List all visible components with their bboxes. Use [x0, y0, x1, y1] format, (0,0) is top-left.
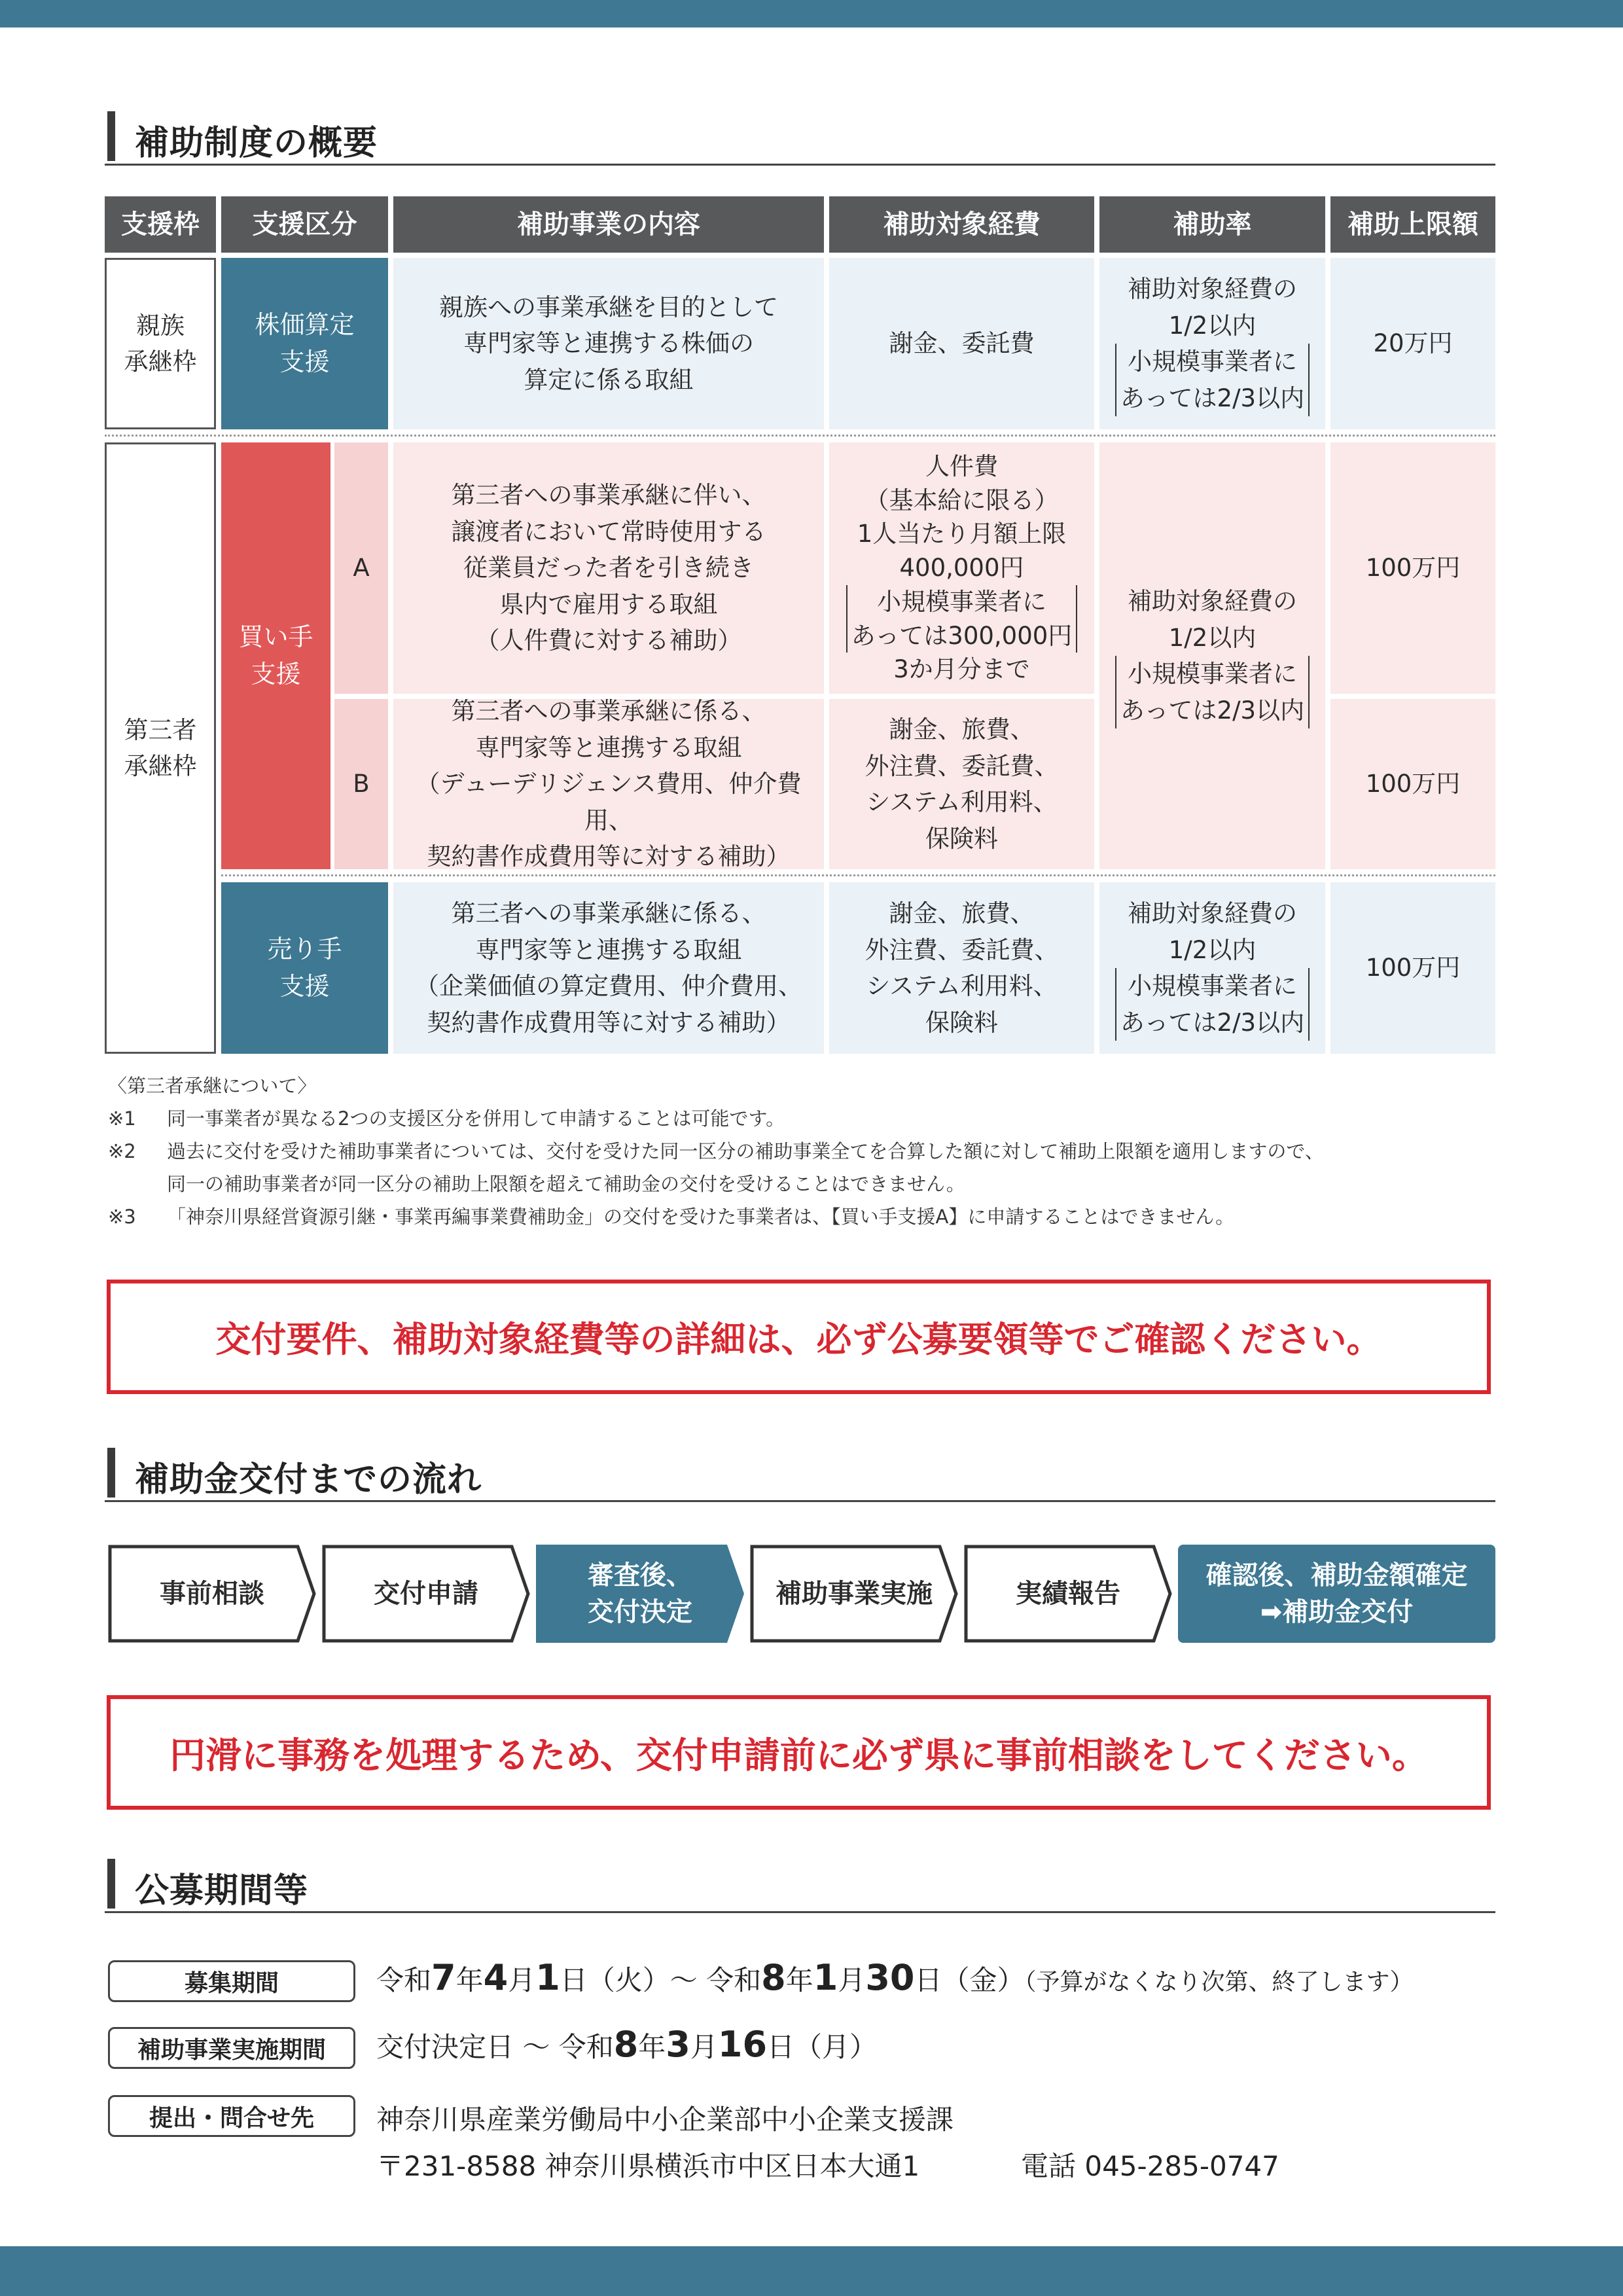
waku-line: 承継枠	[124, 348, 197, 376]
kubun-kaite	[221, 442, 330, 869]
step-label: 補助事業実施	[776, 1579, 933, 1609]
content-line: 専門家等と連携する株価の	[463, 329, 754, 358]
flow-step-decision	[536, 1545, 744, 1643]
rate-line: あっては2/3以内	[1120, 696, 1305, 725]
note-line: 同一の補助事業者が同一区分の補助上限額を超えて補助金の交付を受けることはできません。	[167, 1172, 965, 1195]
section-title: 補助金交付までの流れ	[135, 1460, 482, 1499]
rate-line: 小規模事業者に	[1128, 348, 1297, 376]
rate-line: あっては2/3以内	[1120, 384, 1305, 412]
flow-step-grant	[1178, 1545, 1495, 1643]
expense-kaite-b	[829, 699, 1094, 869]
expense-line: 小規模事業者に	[876, 587, 1046, 616]
expense-urite	[829, 882, 1094, 1054]
expense-line: 3か月分まで	[893, 655, 1030, 684]
kubun-line: 売り手	[267, 935, 342, 963]
expense-line: システム利用料、	[866, 972, 1058, 1000]
notes-head: 〈第三者承継について〉	[108, 1075, 317, 1097]
expense-line: 保険料	[925, 824, 998, 853]
note-line: 同一事業者が異なる2つの支援区分を併用して申請することは可能です。	[167, 1107, 785, 1130]
text: 令和	[376, 1964, 432, 1996]
text: 交付決定日 ～ 令和	[376, 2031, 614, 2063]
num: 8	[613, 2024, 639, 2065]
implement-period	[376, 2024, 877, 2065]
content-line: 契約書作成費用等に対する補助）	[427, 1008, 791, 1037]
kubun-urite	[221, 882, 388, 1054]
kaite-b-label: B	[334, 699, 388, 869]
rate-line: 小規模事業者に	[1128, 972, 1297, 1000]
header-kubun: 支援区分	[221, 196, 388, 253]
note-item	[108, 1136, 1495, 1201]
rate-bracket	[1115, 344, 1310, 416]
flow-step-report	[964, 1545, 1172, 1643]
kubun-kabuka	[221, 258, 388, 429]
content-kaite-a	[393, 442, 824, 694]
step-line: 交付決定	[588, 1597, 692, 1627]
flow-chart	[108, 1545, 1495, 1649]
note-mark: ※3	[108, 1205, 136, 1228]
text: 日（金）	[914, 1964, 1025, 1996]
notice-consult: 円滑に事務を処理するため、交付申請前に必ず県に事前相談をしてください。	[107, 1695, 1491, 1810]
heading-bar	[107, 1859, 115, 1909]
rate-bracket	[1115, 968, 1310, 1041]
note-mark: ※1	[108, 1107, 136, 1130]
step-label: 実績報告	[1016, 1579, 1120, 1609]
num: 16	[717, 2024, 768, 2065]
text: 月	[838, 1964, 866, 1996]
contact-dept: 神奈川県産業労働局中小企業部中小企業支援課	[376, 2104, 954, 2136]
section-title: 公募期間等	[135, 1871, 309, 1910]
row-divider	[221, 874, 1495, 876]
limit-shinzoku: 20万円	[1330, 258, 1495, 429]
waku-shinzoku	[105, 258, 216, 429]
rate-line: 1/2以内	[1168, 623, 1257, 652]
header-rate: 補助率	[1099, 196, 1325, 253]
step-line: 審査後、	[588, 1560, 692, 1590]
recruit-note: （予算がなくなり次第、終了します）	[1024, 1969, 1414, 1996]
waku-daisansha	[105, 442, 216, 1054]
heading-bar	[107, 111, 115, 161]
expense-line: （基本給に限る）	[865, 486, 1059, 514]
expense-kaite-a	[829, 442, 1094, 694]
content-shinzoku	[393, 258, 824, 429]
expense-bracket	[846, 585, 1078, 653]
step-line: ➡補助金交付	[1260, 1597, 1414, 1627]
limit-kaite-b: 100万円	[1330, 699, 1495, 869]
content-line: 第三者への事業承継に伴い、	[451, 481, 766, 510]
text: 日（月）	[767, 2031, 878, 2063]
content-line: 従業員だった者を引き続き	[463, 554, 754, 583]
step-label: 交付申請	[374, 1579, 478, 1609]
note-text	[167, 1103, 785, 1136]
content-line: 算定に係る取組	[524, 365, 694, 394]
section-title: 補助制度の概要	[135, 124, 378, 163]
expense-line: システム利用料、	[866, 788, 1058, 816]
note-text	[167, 1136, 1324, 1201]
num: 7	[431, 1957, 456, 1998]
header-waku: 支援枠	[105, 196, 216, 253]
expense-line: 1人当たり月額上限	[857, 520, 1067, 548]
flow-step-apply	[322, 1545, 530, 1643]
rate-urite	[1099, 882, 1325, 1054]
note-text	[167, 1201, 1234, 1234]
expense-line: 外注費、委託費、	[865, 751, 1059, 780]
bottom-band	[0, 2246, 1623, 2296]
content-line: 譲渡者において常時使用する	[451, 517, 766, 546]
text: 年	[455, 1964, 484, 1996]
kubun-line: 株価算定	[255, 310, 355, 339]
content-line: （人件費に対する補助）	[475, 626, 742, 655]
content-urite	[393, 882, 824, 1054]
content-line: 契約書作成費用等に対する補助）	[427, 842, 791, 871]
content-line: （企業価値の算定費用、仲介費用、	[415, 972, 802, 1000]
flow-step-consult	[108, 1545, 316, 1643]
content-kaite-b	[393, 699, 824, 869]
expense-line: 人件費	[925, 452, 998, 480]
rate-line: 補助対象経費の	[1128, 275, 1297, 303]
num: 1	[813, 1957, 838, 1998]
text: 年	[785, 1964, 813, 1996]
header-expense: 補助対象経費	[829, 196, 1094, 253]
note-item	[108, 1201, 1495, 1234]
num: 8	[761, 1957, 786, 1998]
expense-line: 保険料	[925, 1008, 998, 1037]
num: 1	[535, 1957, 560, 1998]
content-line: （デューデリジェンス費用、仲介費用、	[416, 770, 802, 834]
content-line: 専門家等と連携する取組	[475, 733, 742, 762]
rate-line: 1/2以内	[1168, 935, 1257, 964]
content-line: 第三者への事業承継に係る、	[451, 697, 766, 726]
num: 30	[865, 1957, 915, 1998]
kubun-line: 買い手	[238, 622, 313, 651]
content-line: 第三者への事業承継に係る、	[451, 899, 766, 927]
subsidy-table	[105, 196, 1495, 1054]
contact-tel: 電話 045-285-0747	[1021, 2150, 1279, 2182]
kubun-line: 支援	[279, 972, 330, 1001]
step-label: 事前相談	[160, 1579, 264, 1609]
implement-label: 補助事業実施期間	[108, 2027, 355, 2069]
flow-step-implement	[750, 1545, 958, 1643]
rate-line: あっては2/3以内	[1120, 1008, 1305, 1037]
text: 年	[638, 2031, 666, 2063]
expense-line: 謝金、旅費、	[889, 715, 1035, 744]
waku-line: 第三者	[124, 715, 197, 744]
waku-line: 承継枠	[124, 752, 197, 780]
header-limit: 補助上限額	[1330, 196, 1495, 253]
step-label	[1206, 1557, 1468, 1630]
section-heading-flow	[105, 1448, 1495, 1502]
top-band	[0, 0, 1623, 27]
contact-label: 提出・問合せ先	[108, 2095, 355, 2137]
notes	[108, 1070, 1495, 1233]
note-mark: ※2	[108, 1139, 136, 1162]
recruit-period	[376, 1957, 1414, 1998]
expense-line: 外注費、委託費、	[865, 935, 1059, 964]
rate-line: 小規模事業者に	[1128, 660, 1297, 688]
waku-line: 親族	[136, 311, 185, 340]
note-line: 「神奈川県経営資源引継・事業再編事業費補助金」の交付を受けた事業者は、【買い手支援A】に申請することはできません。	[167, 1205, 1235, 1228]
content-line: 親族への事業承継を目的として	[439, 293, 778, 321]
content-line: 県内で雇用する取組	[499, 590, 718, 619]
step-line: 確認後、補助金額確定	[1205, 1560, 1468, 1590]
rate-kaite	[1099, 442, 1325, 869]
rate-line: 補助対象経費の	[1128, 899, 1297, 927]
rate-shinzoku	[1099, 258, 1325, 429]
header-content: 補助事業の内容	[393, 196, 824, 253]
expense-line: 400,000円	[899, 554, 1024, 583]
num: 4	[483, 1957, 508, 1998]
note-item	[108, 1103, 1495, 1136]
kubun-line: 支援	[279, 348, 330, 376]
text: 日（火）～ 令和	[560, 1964, 762, 1996]
row-divider	[105, 435, 1495, 437]
rate-line: 補助対象経費の	[1128, 587, 1297, 615]
content-line: 専門家等と連携する取組	[475, 935, 742, 964]
heading-bar	[107, 1448, 115, 1498]
recruit-label: 募集期間	[108, 1960, 355, 2002]
num: 3	[666, 2024, 690, 2065]
section-heading-period	[105, 1859, 1495, 1913]
expense-shinzoku: 謝金、委託費	[829, 258, 1094, 429]
expense-line: あっては300,000円	[851, 621, 1073, 650]
limit-kaite-a: 100万円	[1330, 442, 1495, 694]
kaite-a-label: A	[334, 442, 388, 694]
text: 月	[508, 1964, 536, 1996]
notice-details: 交付要件、補助対象経費等の詳細は、必ず公募要領等でご確認ください。	[107, 1280, 1491, 1394]
contact-address: 〒231-8588 神奈川県横浜市中区日本大通1	[376, 2150, 920, 2182]
step-label	[588, 1557, 692, 1630]
rate-line: 1/2以内	[1168, 311, 1257, 340]
rate-bracket	[1115, 656, 1310, 728]
kubun-line: 支援	[251, 660, 301, 689]
limit-urite: 100万円	[1330, 882, 1495, 1054]
expense-line: 謝金、旅費、	[889, 899, 1035, 927]
text: 月	[690, 2031, 718, 2063]
section-heading-overview	[105, 111, 1495, 166]
note-line: 過去に交付を受けた補助事業者については、交付を受けた同一区分の補助事業全てを合算した額に対して補助上限額を適用しますので、	[167, 1139, 1324, 1162]
